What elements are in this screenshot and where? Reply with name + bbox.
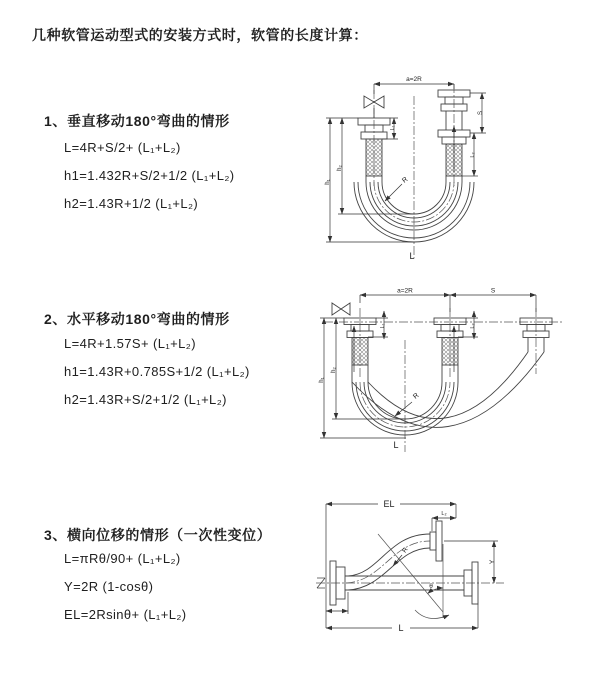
dim-label-a2r: a=2R: [406, 76, 422, 83]
dim-label-theta: θ: [429, 583, 433, 590]
dim-label-h2: h₂: [331, 367, 337, 373]
dim-label-length: L: [393, 440, 399, 450]
dim-label-l1: L₁: [390, 125, 396, 131]
dim-label-s: S: [478, 110, 484, 116]
page-title: 几种软管运动型式的安装方式时，软管的长度计算：: [32, 27, 368, 43]
flanges: [330, 521, 478, 605]
flanges-and-braid: [344, 318, 552, 365]
diagram-lateral-displacement: [308, 488, 508, 660]
section-1-formula-h1: h1=1.432R+S/2+1/2 (L₁+L₂): [64, 168, 235, 183]
dim-label-s: S: [490, 287, 496, 295]
section-1-formula-L: L=4R+S/2+ (L₁+L₂): [64, 140, 181, 155]
dim-label-radius: R: [412, 392, 421, 401]
centerlines: [374, 84, 454, 258]
dim-label-h2: h₂: [337, 165, 343, 171]
section-3-formula-EL: EL=2Rsinθ+ (L₁+L₂): [64, 607, 187, 622]
valve-icon: [332, 303, 350, 315]
dim-label-h1: h₁: [325, 179, 331, 185]
section-3-formula-Y: Y=2R (1-cosθ): [64, 579, 154, 594]
section-3-formula-L: L=πRθ/90+ (L₁+L₂): [64, 551, 181, 566]
dim-label-l2: L₂: [470, 323, 476, 329]
section-2-formula-h1: h1=1.43R+0.785S+1/2 (L₁+L₂): [64, 364, 250, 379]
diagram-horizontal-180-bend: [308, 282, 600, 456]
dim-label-length: L: [409, 251, 415, 261]
dim-label-a2r: a=2R: [397, 287, 413, 295]
centerlines: [324, 308, 562, 452]
section-2-formula-h2: h2=1.43R+S/2+1/2 (L₁+L₂): [64, 392, 227, 407]
hose-body: [345, 534, 464, 590]
section-1-heading: 1、垂直移动180°弯曲的情形: [44, 113, 230, 129]
dim-label-radius: R: [401, 546, 410, 555]
dim-label-l2: L₂: [441, 511, 447, 517]
dim-label-radius: R: [401, 176, 410, 185]
dim-label-el: EL: [383, 499, 395, 509]
dim-label-h1: h₁: [319, 377, 325, 383]
section-3-heading: 3、横向位移的情形（一次性变位）: [44, 527, 272, 543]
section-2-heading: 2、水平移动180°弯曲的情形: [44, 311, 230, 327]
section-1-formula-h2: h2=1.43R+1/2 (L₁+L₂): [64, 196, 199, 211]
dim-label-l2: L₂: [470, 152, 476, 158]
dim-label-length: L: [398, 623, 404, 633]
section-2-formula-L: L=4R+1.57S+ (L₁+L₂): [64, 336, 196, 351]
dim-label-l1: L₁: [380, 323, 386, 329]
dim-label-y: Y: [489, 559, 496, 565]
diagram-vertical-180-bend: [312, 70, 594, 262]
